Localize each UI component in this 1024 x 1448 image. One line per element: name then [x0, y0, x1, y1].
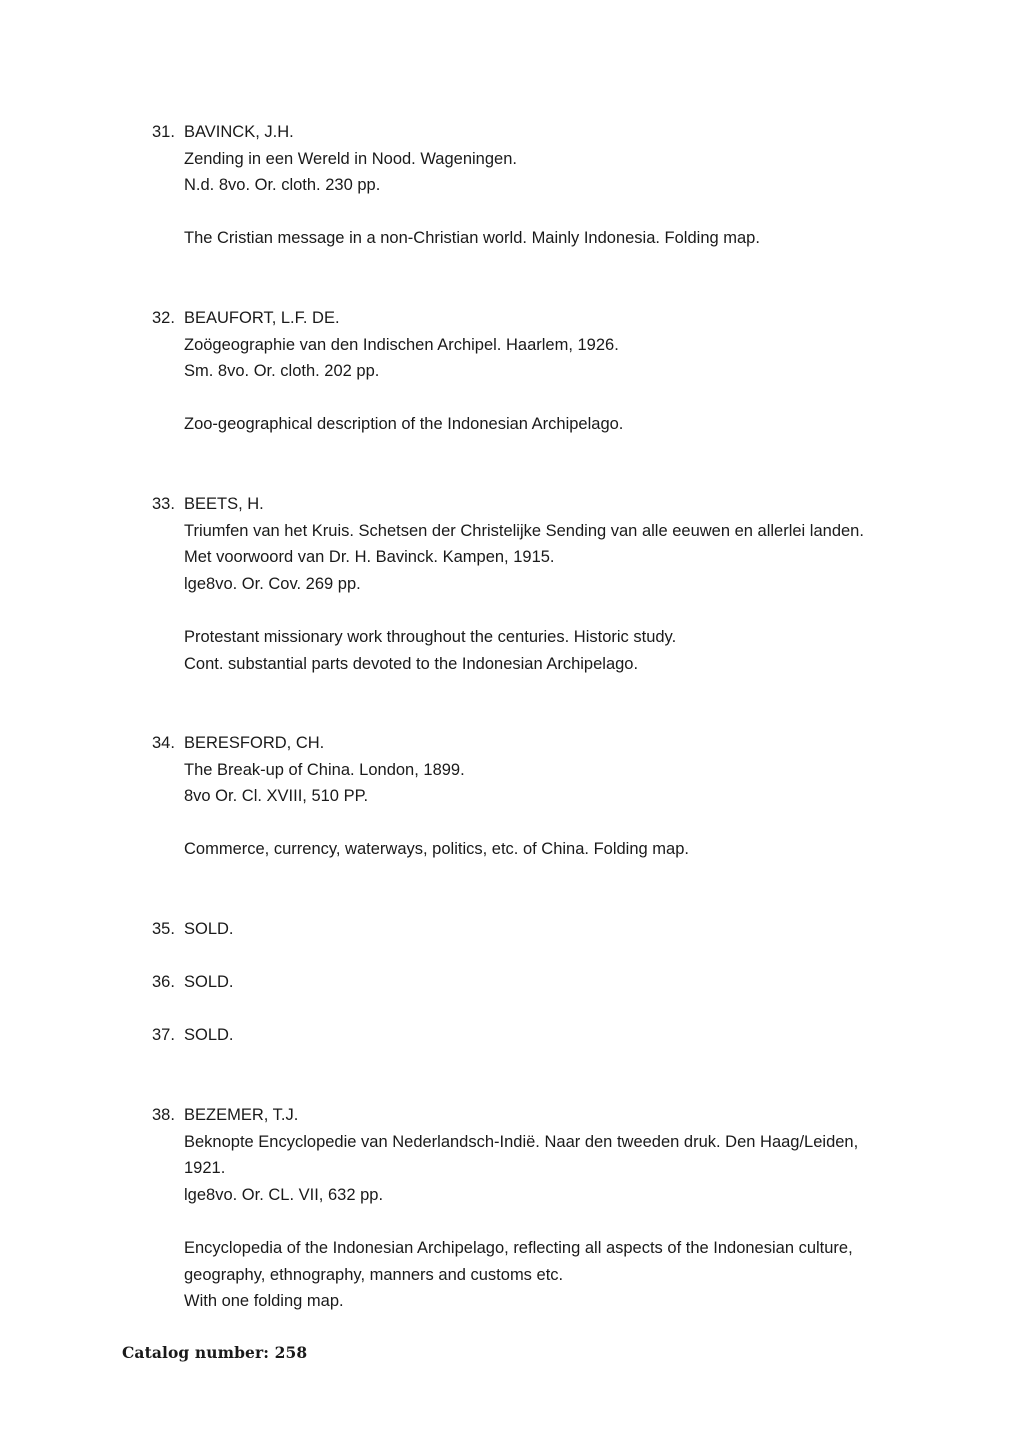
- entry-number: 32.: [152, 309, 175, 327]
- catalog-entry-34: [152, 730, 912, 863]
- entry-line: N.d. 8vo. Or. cloth. 230 pp.: [184, 176, 381, 195]
- entry-number: 37.: [152, 1026, 175, 1044]
- entry-line: Zending in een Wereld in Nood. Wageningen.: [184, 149, 517, 168]
- entry-note: Encyclopedia of the Indonesian Archipelago, reflecting all aspects of the Indonesian culture,: [184, 1238, 853, 1257]
- entry-author: BEZEMER, T.J.: [184, 1106, 299, 1124]
- entry-author: BEAUFORT, L.F. DE.: [184, 309, 340, 327]
- entry-line: The Break-up of China. London, 1899.: [184, 760, 465, 779]
- catalog-entry-32: [152, 305, 912, 438]
- entry-line: Sm. 8vo. Or. cloth. 202 pp.: [184, 362, 380, 381]
- entry-line: Beknopte Encyclopedie van Nederlandsch-Indië. Naar den tweeden druk. Den Haag/Leiden,: [184, 1132, 859, 1151]
- catalog-entry-31: [152, 119, 912, 252]
- entry-line: 8vo Or. Cl. XVIII, 510 PP.: [184, 787, 369, 806]
- entry-note: geography, ethnography, manners and customs etc.: [184, 1265, 564, 1284]
- entry-author: BAVINCK, J.H.: [184, 123, 294, 141]
- entry-author: SOLD.: [184, 1026, 234, 1044]
- entry-author: SOLD.: [184, 973, 234, 991]
- entry-note: The Cristian message in a non-Christian world. Mainly Indonesia. Folding map.: [184, 229, 760, 248]
- entry-author: SOLD.: [184, 920, 234, 938]
- entry-number: 35.: [152, 920, 175, 938]
- entry-line: lge8vo. Or. Cov. 269 pp.: [184, 574, 361, 593]
- catalog-entry-37: [152, 1022, 912, 1049]
- entry-line: Triumfen van het Kruis. Schetsen der Christelijke Sending van alle eeuwen en allerlei landen.: [184, 521, 864, 540]
- entry-line: 1921.: [184, 1159, 226, 1178]
- entry-line: lge8vo. Or. CL. VII, 632 pp.: [184, 1185, 384, 1204]
- catalog-entry-35: [152, 916, 912, 943]
- entry-author: BERESFORD, CH.: [184, 734, 325, 752]
- catalog-entry-36: [152, 969, 912, 996]
- entry-number: 36.: [152, 973, 175, 991]
- entry-line: Zoögeographie van den Indischen Archipel. Haarlem, 1926.: [184, 335, 619, 354]
- entry-note: Protestant missionary work throughout the centuries. Historic study.: [184, 627, 677, 646]
- entry-number: 38.: [152, 1106, 175, 1124]
- entry-number: 31.: [152, 123, 175, 141]
- entry-number: 33.: [152, 495, 175, 513]
- entry-note: Cont. substantial parts devoted to the Indonesian Archipelago.: [184, 654, 639, 673]
- entry-number: 34.: [152, 734, 175, 752]
- entry-line: Met voorwoord van Dr. H. Bavinck. Kampen, 1915.: [184, 548, 555, 567]
- entry-author: BEETS, H.: [184, 495, 264, 513]
- entry-note: With one folding map.: [184, 1292, 344, 1311]
- catalog-number-footer: Catalog number: 258: [122, 1343, 308, 1362]
- catalog-entry-38: [152, 1102, 912, 1315]
- entry-note: Commerce, currency, waterways, politics, etc. of China. Folding map.: [184, 840, 689, 859]
- entry-note: Zoo-geographical description of the Indonesian Archipelago.: [184, 415, 624, 434]
- catalog-entry-33: [152, 491, 912, 677]
